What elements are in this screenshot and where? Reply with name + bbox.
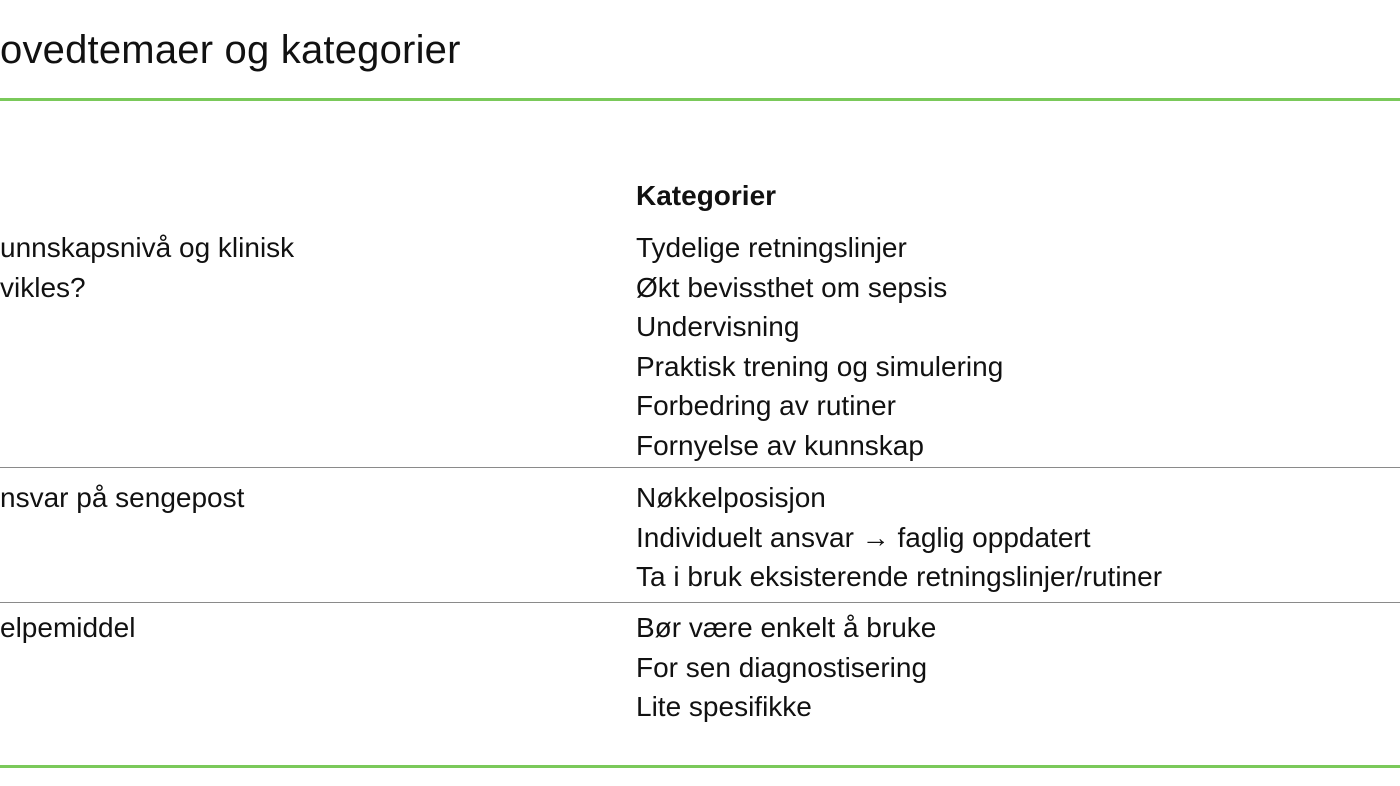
category-item: Individuelt ansvar → faglig oppdatert bbox=[636, 521, 1091, 553]
category-item: Forbedring av rutiner bbox=[636, 390, 896, 422]
top-accent-rule bbox=[0, 98, 1400, 101]
category-list-1 bbox=[636, 228, 1003, 466]
category-item: Økt bevissthet om sepsis bbox=[636, 271, 948, 303]
categories-column-header: Kategorier bbox=[636, 180, 777, 211]
category-item: Nøkkelposisjon bbox=[636, 482, 826, 513]
category-item: Tydelige retningslinjer bbox=[636, 232, 907, 263]
theme-line: unnskapsnivå og klinisk bbox=[0, 232, 295, 263]
category-list-2 bbox=[636, 478, 1162, 597]
theme-line: elpemiddel bbox=[0, 612, 136, 643]
category-item: For sen diagnostisering bbox=[636, 651, 928, 683]
category-item: Undervisning bbox=[636, 311, 800, 343]
category-item: Fornyelse av kunnskap bbox=[636, 429, 924, 461]
category-item: Lite spesifikke bbox=[636, 691, 812, 723]
category-item: Praktisk trening og simulering bbox=[636, 350, 1004, 382]
category-item: Bør være enkelt å bruke bbox=[636, 612, 937, 643]
theme-line: nsvar på sengepost bbox=[0, 482, 245, 513]
row-divider bbox=[0, 467, 1400, 468]
theme-cell-3 bbox=[0, 608, 135, 648]
category-list-3 bbox=[636, 608, 936, 727]
theme-line: vikles? bbox=[0, 272, 86, 303]
row-divider bbox=[0, 602, 1400, 603]
theme-cell-2 bbox=[0, 478, 244, 518]
category-item: Ta i bruk eksisterende retningslinjer/rutiner bbox=[636, 561, 1163, 593]
theme-cell-1 bbox=[0, 228, 294, 308]
bottom-accent-rule bbox=[0, 765, 1400, 768]
page-title: ovedtemaer og kategorier bbox=[0, 28, 461, 72]
